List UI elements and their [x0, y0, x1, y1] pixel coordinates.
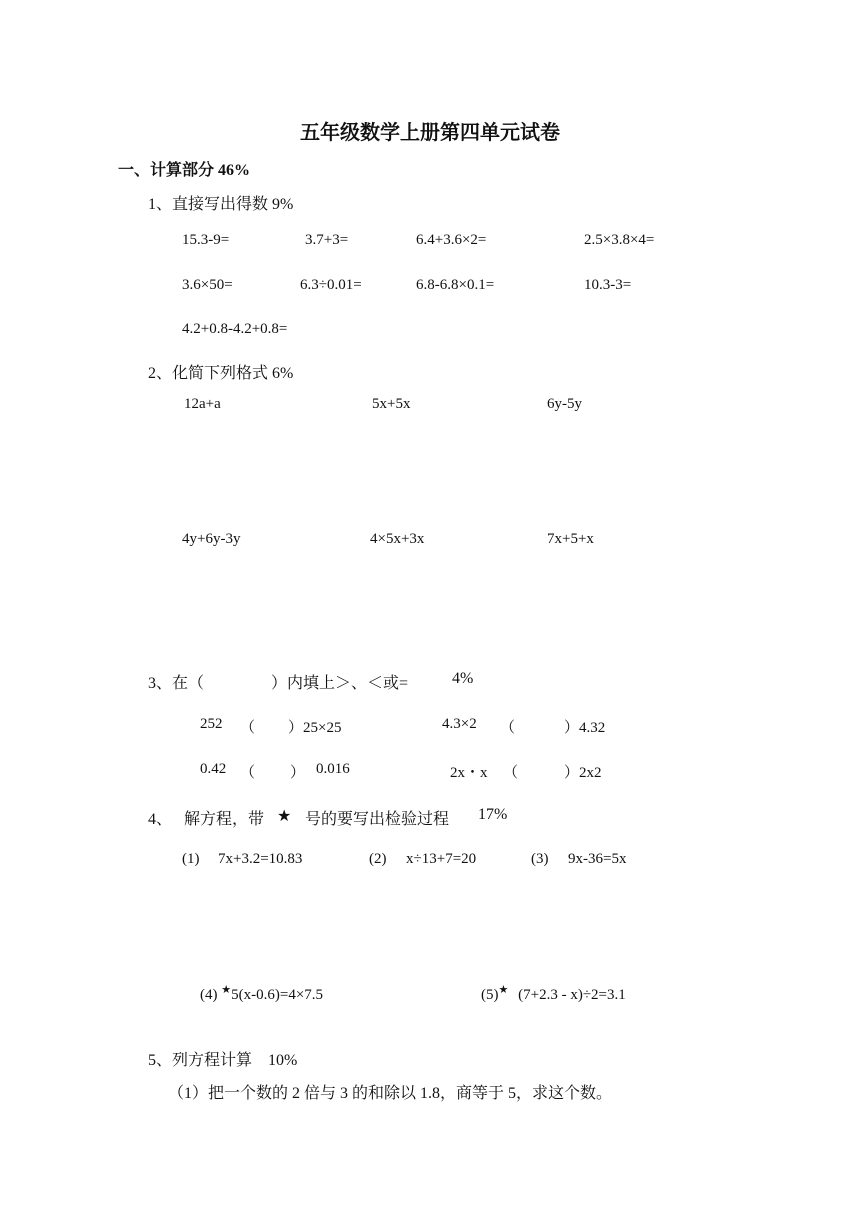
q2-item: 6y-5y: [547, 396, 582, 412]
question-3-heading-part: ）内填上＞、＜或=: [271, 675, 409, 692]
question-4-heading-part: 解方程，带: [184, 811, 265, 828]
equation-number: (1): [182, 851, 200, 867]
star-icon: ★: [277, 808, 292, 825]
q3-item-left: 0.42: [200, 761, 227, 777]
q1-item: 6.4+3.6×2=: [416, 232, 487, 248]
equation-starred: [200, 983, 323, 1004]
question-4-heading-part: 号的要写出检验过程: [305, 811, 450, 828]
equation-number: (5): [481, 987, 499, 1003]
equation: x÷13+7=20: [406, 851, 477, 867]
equation-number: (2): [369, 851, 387, 867]
q1-item: 2.5×3.8×4=: [584, 232, 655, 248]
star-icon: ★: [221, 984, 232, 996]
q3-item-left: 2x・x: [450, 765, 488, 781]
equation: 7x+3.2=10.83: [218, 851, 303, 867]
q3-item-left: 4.3×2: [442, 716, 477, 732]
equation-starred: [481, 983, 626, 1004]
q3-item-right: 0.016: [316, 761, 350, 777]
q3-item-right: ）2x2: [564, 765, 602, 781]
q2-item: 5x+5x: [372, 396, 411, 412]
q1-item: 15.3-9=: [182, 232, 230, 248]
q1-item: 3.7+3=: [305, 232, 349, 248]
question-5-sub-1: （1）把一个数的 2 倍与 3 的和除以 1.8，商等于 5，求这个数。: [168, 1085, 613, 1102]
q1-item: 4.2+0.8-4.2+0.8=: [182, 321, 288, 337]
q3-item-left: 252: [200, 716, 223, 732]
q3-blank-open: （: [503, 765, 519, 781]
section-heading-calculation: 一、计算部分 46%: [118, 162, 251, 179]
question-2-heading: 2、化简下列格式 6%: [148, 365, 294, 382]
q3-blank-open: （: [240, 765, 256, 781]
q2-item: 7x+5+x: [547, 531, 594, 547]
q3-blank-open: （: [500, 720, 516, 736]
q2-item: 4y+6y-3y: [182, 531, 241, 547]
q3-blank-close: ）: [290, 765, 306, 781]
q3-item-right: ）4.32: [564, 720, 606, 736]
q3-item-right: ）25×25: [288, 720, 342, 736]
q1-item: 6.3÷0.01=: [300, 277, 362, 293]
question-3-heading-part: 4%: [452, 670, 474, 687]
q3-blank-open: （: [240, 720, 256, 736]
q1-item: 10.3-3=: [584, 277, 632, 293]
q1-item: 6.8-6.8×0.1=: [416, 277, 495, 293]
q2-item: 12a+a: [184, 396, 221, 412]
question-5-heading: 5、列方程计算 10%: [148, 1052, 298, 1069]
star-icon: ★: [498, 984, 509, 996]
question-3-heading-part: 3、在（: [148, 675, 205, 692]
equation-number: (4): [200, 987, 218, 1003]
equation-number: (3): [531, 851, 549, 867]
q2-item: 4×5x+3x: [370, 531, 425, 547]
question-1-heading: 1、直接写出得数 9%: [148, 196, 294, 213]
page-title: 五年级数学上册第四单元试卷: [300, 122, 560, 144]
q1-item: 3.6×50=: [182, 277, 233, 293]
question-4-heading-part: 4、: [148, 811, 173, 828]
question-4-heading-part: 17%: [478, 806, 508, 823]
equation: (7+2.3 - x)÷2=3.1: [518, 987, 626, 1003]
equation: 5(x-0.6)=4×7.5: [231, 987, 324, 1003]
equation: 9x-36=5x: [568, 851, 627, 867]
